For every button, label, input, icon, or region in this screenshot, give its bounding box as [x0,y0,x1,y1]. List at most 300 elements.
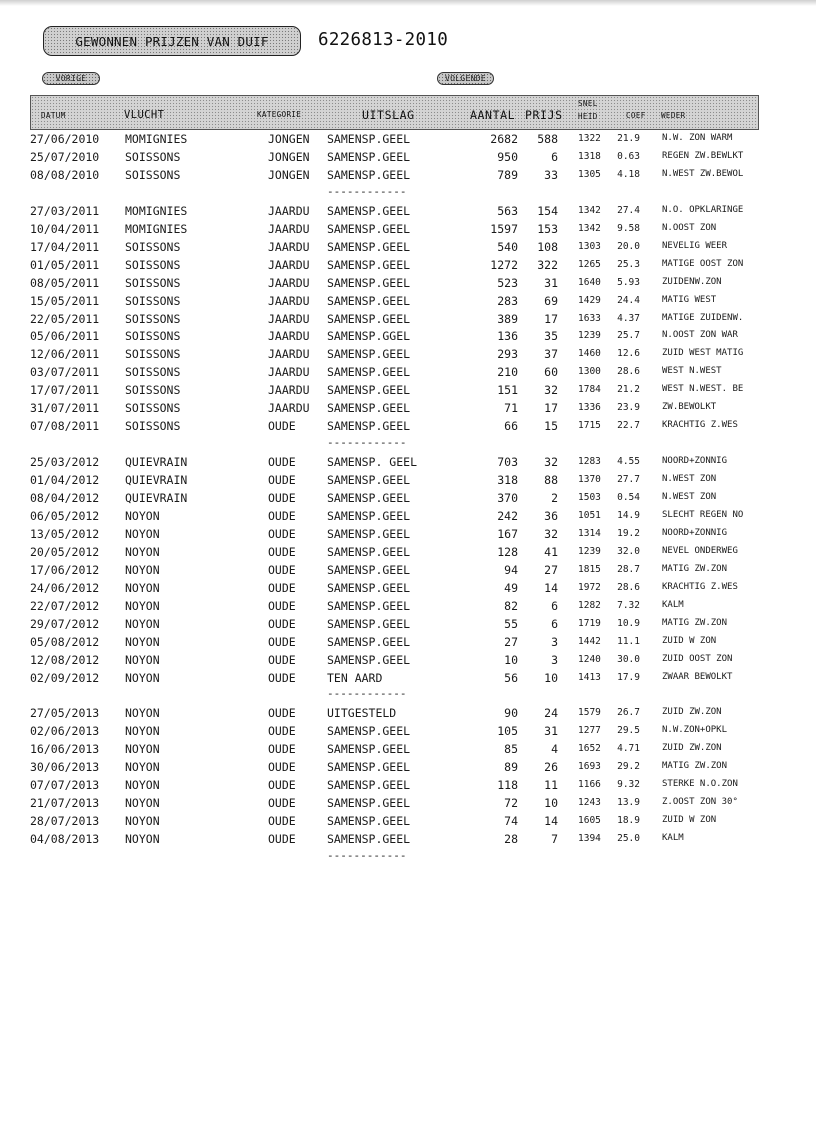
cell-coef: 0.63 [617,150,640,162]
cell-coef: 4.71 [617,743,640,755]
cell-date: 06/05/2012 [30,508,100,523]
cell-speed: 1342 [578,204,601,216]
cell-weather: ZW.BEWOLKT [662,402,717,413]
cell-date: 08/05/2011 [30,275,100,290]
cell-speed: 1239 [578,330,601,342]
cell-prize: 17 [544,401,558,416]
cell-weather: NEVELIG WEER [662,240,728,251]
table-row [0,778,816,795]
cell-speed: 1265 [578,258,601,270]
cell-result: SAMENSP. GEEL [327,455,418,470]
cell-speed: 1051 [578,509,601,521]
cell-category: OUDE [268,724,296,739]
cell-flight: SOISSONS [125,365,181,380]
cell-weather: N.OOST ZON WAR [662,330,738,341]
cell-coef: 7.32 [617,599,640,611]
cell-prize: 15 [544,419,558,434]
cell-category: JAARDU [268,257,310,272]
cell-flight: NOYON [125,652,160,667]
cell-speed: 1370 [578,474,601,486]
cell-result: SAMENSP.GEEL [327,293,411,308]
cell-coef: 29.2 [617,761,640,773]
cell-weather: ZWAAR BEWOLKT [662,671,733,682]
table-row [0,204,816,221]
cell-result: SAMENSP.GEEL [327,580,411,595]
cell-flight: QUIEVRAIN [125,491,188,505]
cell-count: 128 [497,544,518,559]
cell-count: 56 [504,670,518,685]
cell-category: OUDE [268,706,296,721]
cell-speed: 1303 [578,240,601,252]
cell-flight: NOYON [125,724,160,739]
cell-flight: NOYON [125,814,160,829]
cell-result: SAMENSP.GEEL [327,796,411,811]
cell-count: 82 [504,598,518,613]
cell-weather: MATIG ZW.ZON [662,617,728,628]
cell-date: 12/06/2011 [30,347,100,362]
table-row [0,635,816,652]
cell-count: 242 [497,508,518,523]
cell-coef: 25.7 [617,330,640,342]
table-row [0,383,816,400]
page-title-text: GEWONNEN PRIJZEN VAN DUIF [75,33,269,49]
cell-result: SAMENSP.GEEL [327,257,411,272]
cell-count: 66 [504,419,518,434]
cell-date: 28/07/2013 [30,814,100,829]
cell-weather: WEST N.WEST [662,366,722,377]
cell-category: JAARDU [268,239,310,254]
cell-result: SAMENSP.GEEL [327,760,411,775]
cell-flight: NOYON [125,760,160,775]
cell-count: 105 [497,724,518,739]
cell-weather: MATIG ZW.ZON [662,761,728,772]
table-row [0,150,816,167]
cell-count: 71 [504,401,518,416]
cell-speed: 1784 [578,384,601,396]
cell-coef: 28.6 [617,581,640,593]
cell-speed: 1815 [578,563,601,575]
cell-prize: 14 [544,580,558,595]
previous-button[interactable]: VORIGE [42,72,100,85]
cell-category: JAARDU [268,275,310,290]
cell-coef: 25.0 [617,833,640,845]
next-button[interactable]: VOLGENDE [437,72,494,85]
cell-flight: NOYON [125,562,160,577]
table-row [0,760,816,777]
header-result: UITSLAG [362,108,415,122]
cell-category: JAARDU [268,221,310,236]
cell-category: OUDE [268,652,296,667]
cell-date: 01/04/2012 [30,473,100,488]
cell-result: SAMENSP.GEEL [327,742,411,757]
cell-result: SAMENSP.GEEL [327,616,411,631]
table-row [0,581,816,598]
cell-date: 15/05/2011 [30,293,100,308]
cell-date: 17/06/2012 [30,562,100,577]
cell-date: 27/06/2010 [30,132,100,146]
cell-date: 20/05/2012 [30,544,100,559]
cell-count: 10 [504,652,518,667]
cell-count: 55 [504,616,518,631]
cell-category: OUDE [268,580,296,595]
cell-prize: 26 [544,760,558,775]
cell-result: SAMENSP.GEEL [327,383,411,398]
table-row [0,653,816,670]
cell-category: OUDE [268,742,296,757]
cell-speed: 1633 [578,312,601,324]
cell-coef: 24.4 [617,294,640,306]
cell-prize: 27 [544,562,558,577]
cell-coef: 4.37 [617,312,640,324]
cell-prize: 33 [544,167,558,182]
cell-prize: 3 [551,634,558,649]
cell-category: OUDE [268,473,296,488]
cell-speed: 1394 [578,833,601,845]
table-row [0,724,816,741]
cell-speed: 1305 [578,168,601,180]
cell-date: 25/07/2010 [30,149,100,164]
cell-coef: 18.9 [617,815,640,827]
cell-flight: SOISSONS [125,275,181,290]
cell-weather: N.W.ZON+OPKL [662,725,728,736]
cell-count: 49 [504,580,518,595]
cell-result: SAMENSP.GEEL [327,634,411,649]
cell-speed: 1460 [578,348,601,360]
cell-date: 16/06/2013 [30,742,100,757]
cell-result: SAMENSP.GEEL [327,508,411,523]
cell-date: 22/07/2012 [30,598,100,613]
cell-flight: NOYON [125,832,160,847]
cell-category: OUDE [268,814,296,829]
cell-coef: 21.2 [617,384,640,396]
table-row [0,671,816,688]
cell-flight: MOMIGNIES [125,221,188,236]
cell-result: SAMENSP.GEEL [327,419,411,434]
cell-flight: NOYON [125,796,160,811]
cell-prize: 10 [544,796,558,811]
header-count: AANTAL [470,108,516,122]
cell-date: 05/08/2012 [30,634,100,649]
cell-coef: 23.9 [617,402,640,414]
table-row [0,347,816,364]
cell-result: SAMENSP.GEEL [327,544,411,559]
header-category: KATEGORIE [257,110,302,119]
cell-flight: NOYON [125,544,160,559]
cell-coef: 14.9 [617,509,640,521]
table-row [0,527,816,544]
cell-speed: 1605 [578,815,601,827]
cell-weather: NEVEL ONDERWEG [662,545,738,556]
cell-prize: 31 [544,275,558,290]
cell-category: JAARDU [268,329,310,344]
cell-flight: NOYON [125,508,160,523]
cell-flight: SOISSONS [125,329,181,344]
table-row [0,401,816,418]
cell-result: SAMENSP.GEEL [327,132,411,146]
cell-category: JAARDU [268,365,310,380]
cell-prize: 31 [544,724,558,739]
cell-category: OUDE [268,598,296,613]
cell-weather: ZUID ZW.ZON [662,707,722,718]
cell-result: SAMENSP.GEEL [327,347,411,362]
group-separator: ------------ [327,687,407,701]
cell-prize: 32 [544,455,558,470]
cell-count: 85 [504,742,518,757]
cell-date: 12/08/2012 [30,652,100,667]
table-row [0,276,816,293]
cell-weather: N.WEST ZW.BEWOL [662,168,744,179]
cell-result: SAMENSP.GEEL [327,167,411,182]
cell-result: SAMENSP.GEEL [327,473,411,488]
table-row [0,832,816,849]
cell-speed: 1579 [578,707,601,719]
cell-speed: 1277 [578,725,601,737]
table-row [0,455,816,472]
cell-flight: NOYON [125,616,160,631]
cell-category: OUDE [268,455,296,470]
cell-prize: 37 [544,347,558,362]
cell-prize: 6 [551,149,558,164]
cell-prize: 154 [537,203,558,218]
cell-weather: MATIG WEST [662,294,717,305]
table-row [0,545,816,562]
cell-flight: NOYON [125,742,160,757]
cell-category: JONGEN [268,132,310,146]
table-header [30,95,759,130]
cell-prize: 36 [544,508,558,523]
cell-category: OUDE [268,419,296,434]
group-separator: ------------ [327,184,407,198]
table-row [0,132,816,149]
cell-count: 789 [497,167,518,182]
group-separator: ------------ [327,849,407,862]
cell-category: JAARDU [268,311,310,326]
cell-coef: 22.7 [617,420,640,432]
table-row [0,294,816,311]
header-coef: COEF [626,111,646,120]
cell-count: 318 [497,473,518,488]
cell-prize: 69 [544,293,558,308]
cell-count: 89 [504,760,518,775]
table-row [0,329,816,346]
cell-result: SAMENSP.GEEL [327,814,411,829]
cell-category: JAARDU [268,203,310,218]
cell-date: 24/06/2012 [30,580,100,595]
cell-weather: ZUID WEST MATIG [662,348,744,359]
cell-coef: 28.7 [617,563,640,575]
cell-result: SAMENSP.GEEL [327,311,411,326]
cell-coef: 20.0 [617,240,640,252]
cell-count: 94 [504,562,518,577]
cell-speed: 1282 [578,599,601,611]
cell-category: OUDE [268,832,296,847]
cell-count: 950 [497,149,518,164]
cell-flight: QUIEVRAIN [125,473,188,488]
cell-category: JAARDU [268,347,310,362]
cell-result: SAMENSP.GEEL [327,832,411,847]
scan-edge [0,0,816,6]
cell-date: 22/05/2011 [30,311,100,326]
cell-category: OUDE [268,491,296,505]
cell-date: 07/07/2013 [30,778,100,793]
cell-result: SAMENSP.GEEL [327,401,411,416]
cell-prize: 41 [544,544,558,559]
cell-weather: KRACHTIG Z.WES [662,420,738,431]
cell-speed: 1314 [578,527,601,539]
cell-prize: 88 [544,473,558,488]
cell-prize: 6 [551,616,558,631]
cell-date: 27/05/2013 [30,706,100,721]
cell-date: 30/06/2013 [30,760,100,775]
cell-category: OUDE [268,508,296,523]
cell-prize: 108 [537,239,558,254]
cell-category: OUDE [268,760,296,775]
cell-result: SAMENSP.GEEL [327,275,411,290]
header-weather: WEDER [661,111,686,120]
cell-result: SAMENSP.GEEL [327,778,411,793]
cell-date: 29/07/2012 [30,616,100,631]
cell-result: SAMENSP.GEEL [327,724,411,739]
cell-flight: QUIEVRAIN [125,455,188,470]
cell-coef: 19.2 [617,527,640,539]
cell-weather: ZUID W ZON [662,815,717,826]
cell-category: JAARDU [268,383,310,398]
cell-coef: 29.5 [617,725,640,737]
cell-result: SAMENSP.GGEL [327,329,411,344]
cell-coef: 0.54 [617,492,640,503]
cell-speed: 1166 [578,779,601,791]
table-row [0,473,816,490]
cell-category: OUDE [268,796,296,811]
cell-prize: 6 [551,598,558,613]
table-row [0,168,816,185]
cell-category: JONGEN [268,149,310,164]
cell-result: SAMENSP.GEEL [327,239,411,254]
cell-weather: KALM [662,833,684,844]
cell-count: 703 [497,455,518,470]
cell-category: OUDE [268,670,296,685]
cell-prize: 322 [537,257,558,272]
cell-date: 07/08/2011 [30,419,100,434]
cell-coef: 9.32 [617,779,640,791]
cell-speed: 1240 [578,653,601,665]
cell-date: 10/04/2011 [30,221,100,236]
cell-coef: 11.1 [617,635,640,647]
cell-flight: SOISSONS [125,419,181,434]
cell-coef: 28.6 [617,366,640,378]
cell-prize: 60 [544,365,558,380]
cell-weather: WEST N.WEST. BE [662,384,744,395]
cell-coef: 4.55 [617,456,640,468]
cell-date: 08/04/2012 [30,491,100,505]
cell-count: 167 [497,526,518,541]
cell-coef: 32.0 [617,545,640,557]
cell-date: 04/08/2013 [30,832,100,847]
cell-flight: NOYON [125,598,160,613]
cell-weather: N.OOST ZON [662,222,717,233]
cell-result: SAMENSP.GEEL [327,598,411,613]
header-speed-bottom: HEID [578,112,598,121]
cell-count: 523 [497,275,518,290]
cell-coef: 27.4 [617,204,640,216]
cell-category: OUDE [268,778,296,793]
cell-coef: 17.9 [617,671,640,683]
cell-weather: N.WEST ZON [662,474,717,485]
table-row [0,509,816,526]
cell-coef: 13.9 [617,797,640,809]
cell-count: 27 [504,634,518,649]
cell-coef: 26.7 [617,707,640,719]
cell-flight: NOYON [125,670,160,685]
cell-category: OUDE [268,526,296,541]
cell-flight: SOISSONS [125,293,181,308]
cell-result: SAMENSP.GEEL [327,365,411,380]
cell-category: JAARDU [268,401,310,416]
cell-prize: 32 [544,526,558,541]
cell-date: 03/07/2011 [30,365,100,380]
header-speed-top: SNEL [578,99,598,108]
cell-speed: 1442 [578,635,601,647]
cell-prize: 24 [544,706,558,721]
cell-date: 25/03/2012 [30,455,100,470]
table-row [0,742,816,759]
cell-speed: 1719 [578,617,601,629]
cell-category: OUDE [268,562,296,577]
cell-weather: ZUID OOST ZON [662,653,733,664]
cell-prize: 4 [551,742,558,757]
cell-prize: 17 [544,311,558,326]
cell-count: 74 [504,814,518,829]
cell-count: 1597 [490,221,518,236]
cell-speed: 1503 [578,492,601,503]
cell-weather: ZUIDENW.ZON [662,276,722,287]
cell-coef: 10.9 [617,617,640,629]
table-row [0,796,816,813]
cell-weather: N.W. ZON WARM [662,133,733,143]
cell-weather: KRACHTIG Z.WES [662,581,738,592]
cell-date: 17/07/2011 [30,383,100,398]
cell-weather: ZUID W ZON [662,635,717,646]
cell-weather: REGEN ZW.BEWLKT [662,150,744,161]
cell-flight: MOMIGNIES [125,203,188,218]
cell-weather: STERKE N.O.ZON [662,779,738,790]
cell-prize: 2 [551,491,558,505]
table-row [0,617,816,634]
cell-result: SAMENSP.GEEL [327,562,411,577]
table-row [0,706,816,723]
cell-count: 2682 [490,132,518,146]
table-row [0,240,816,257]
cell-date: 05/06/2011 [30,329,100,344]
cell-date: 27/03/2011 [30,203,100,218]
cell-coef: 12.6 [617,348,640,360]
header-date: DATUM [41,111,66,120]
cell-flight: SOISSONS [125,149,181,164]
cell-count: 118 [497,778,518,793]
cell-result: SAMENSP.GEEL [327,526,411,541]
cell-flight: NOYON [125,778,160,793]
header-flight: VLUCHT [124,109,165,121]
table-row [0,491,816,508]
cell-count: 540 [497,239,518,254]
cell-result: UITGESTELD [327,706,397,721]
cell-result: SAMENSP.GEEL [327,221,411,236]
cell-speed: 1652 [578,743,601,755]
cell-weather: MATIGE ZUIDENW. [662,312,744,323]
cell-date: 21/07/2013 [30,796,100,811]
cell-result: SAMENSP.GEEL [327,149,411,164]
cell-category: OUDE [268,544,296,559]
